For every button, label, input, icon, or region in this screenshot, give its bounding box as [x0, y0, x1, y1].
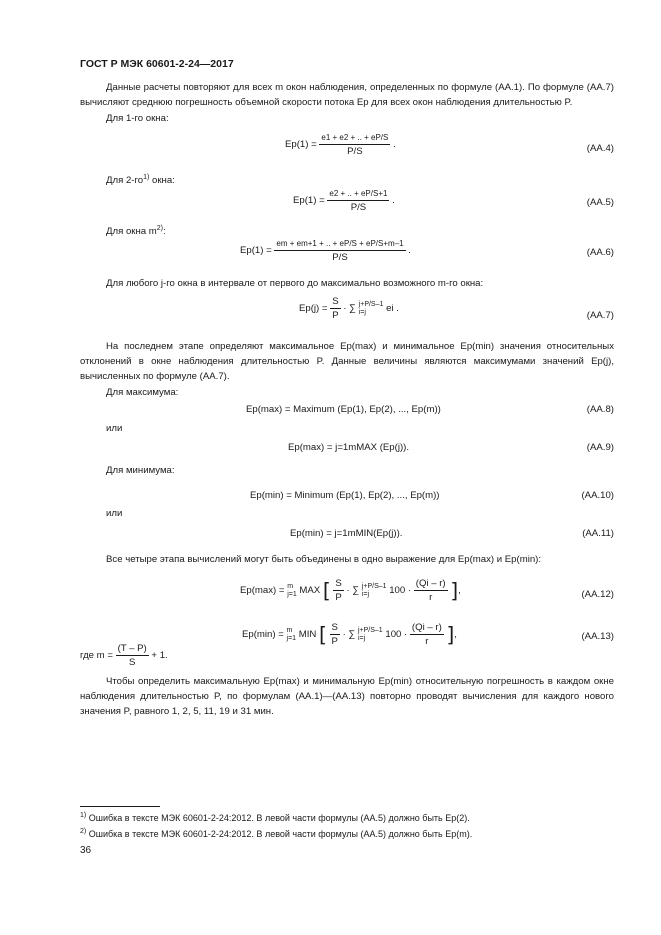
- fraction-numerator: (Qi – r): [415, 578, 446, 589]
- fraction: [410, 622, 444, 647]
- bracket-open: [: [322, 578, 331, 603]
- equation-number: (АА.4): [586, 143, 614, 154]
- eq-tail: ,: [458, 585, 461, 597]
- label-window-2: [80, 170, 614, 188]
- equation-number: (АА.10): [581, 490, 614, 501]
- fraction-numerator: S: [335, 578, 342, 589]
- fraction: [116, 643, 149, 668]
- sum-symbol: ∑: [348, 629, 356, 641]
- fraction-numerator: (Qi – r): [411, 622, 442, 633]
- constant-100: 100: [385, 629, 402, 641]
- page-header: ГОСТ Р МЭК 60601-2-24—2017: [80, 58, 234, 70]
- equation-aa11: Ep(min) = j=1mMIN(Ep(j)).: [290, 528, 403, 539]
- fraction-denominator: P: [331, 636, 338, 647]
- label-any-j: Для любого j-го окна в интервале от первого до максимально возможного m-го окна:: [106, 278, 484, 289]
- footnote-text: Ошибка в тексте МЭК 60601-2-24:2012. В левой части формулы (АА.5) должно быть Ep(m).: [88, 829, 473, 839]
- sum-symbol: ∑: [352, 585, 360, 597]
- fraction: [333, 578, 343, 603]
- eq-tail: ,: [454, 629, 457, 641]
- footnote-ref: 1): [143, 174, 150, 181]
- equation-aa8: Ep(max) = Maximum (Ep(1), Ep(2), ..., Ep(m)): [246, 404, 441, 415]
- eq-lhs: Ep(1) =: [285, 139, 320, 151]
- definition-m: [80, 643, 168, 668]
- sum-limits: [359, 301, 384, 317]
- fraction: [414, 578, 448, 603]
- fraction: [330, 622, 340, 647]
- eq-tail: .: [392, 195, 395, 207]
- dot-operator: ·: [346, 585, 350, 597]
- label-text: Для окна m: [106, 226, 157, 237]
- label-window-m: [80, 221, 614, 239]
- fraction-denominator: P/S: [347, 146, 363, 157]
- paragraph-all-four: Все четыре этапа вычислений могут быть объединены в одно выражение для Ep(max) и Ep(min):: [106, 554, 542, 565]
- eq-operator: MIN: [298, 629, 317, 641]
- equation-aa10: Ep(min) = Minimum (Ep(1), Ep(2), ..., Ep(m)): [250, 490, 440, 501]
- equation-aa5: [293, 188, 395, 213]
- fraction-numerator: S: [331, 622, 338, 633]
- fraction: [330, 296, 340, 321]
- sum-symbol: ∑: [349, 303, 356, 315]
- dot-operator: ·: [404, 629, 408, 641]
- op-limits: m j=1: [287, 582, 297, 598]
- equation-aa4: [285, 132, 396, 157]
- label-or: или: [106, 423, 123, 434]
- fraction-denominator: S: [128, 657, 136, 668]
- equation-number: (АА.11): [582, 528, 614, 539]
- eq-lhs: Ep(1) =: [240, 245, 275, 257]
- eq-lhs: Ep(max) =: [240, 585, 288, 597]
- op-limits: m j=1: [286, 626, 297, 642]
- paragraph-last-stage: На последнем этапе определяют максимальное Ep(max) и минимальное Ep(min) значения относительных отклонений в окне наблюдения длительностью P. Данные величины являются максимумами значений Ep(j), вычисленных по формуле (АА.7).: [80, 341, 614, 383]
- eq-operator: MAX: [299, 585, 321, 597]
- where-text: где m =: [80, 650, 116, 662]
- eq-lhs: Ep(min) =: [242, 629, 287, 641]
- label-text: Для 2-го: [106, 175, 144, 186]
- dot-operator: ·: [407, 585, 412, 597]
- fraction: [327, 188, 389, 213]
- equation-number: (АА.13): [581, 631, 614, 642]
- footnote-text: Ошибка в тексте МЭК 60601-2-24:2012. В левой части формулы (АА.5) должно быть Ep(2).: [88, 813, 470, 823]
- constant-100: 100: [389, 585, 406, 597]
- eq-tail: .: [408, 245, 411, 257]
- fraction-numerator: e1 + e2 + .. + eP/S: [319, 132, 390, 145]
- sum-limits: j+P/S–1 i=j: [357, 626, 383, 642]
- sum-lower: i=j: [358, 308, 366, 316]
- fraction-denominator: r: [429, 592, 433, 603]
- sum-limits: j+P/S–1 i=j: [361, 582, 387, 598]
- footnote-1: [80, 812, 470, 823]
- equation-aa13: [242, 622, 457, 647]
- page-number: 36: [80, 845, 92, 856]
- equation-number: (АА.8): [586, 404, 614, 415]
- eq-lhs: Ep(j) =: [299, 303, 331, 315]
- paragraph-final: Чтобы определить максимальную Ep(max) и минимальную Ep(min) относительную погрешность в каждом окне наблюдения длительностью P, по формулам (АА.1)—(АА.13) повторно проводят вычисления для каждого нового значения P, равного 1, 2, 5, 11, 19 и 31 мин.: [80, 676, 614, 718]
- fraction: [319, 132, 390, 157]
- label-text: :: [163, 226, 166, 237]
- equation-aa6: [240, 238, 411, 263]
- eq-tail: .: [393, 139, 396, 151]
- label-or: или: [106, 508, 123, 519]
- equation-aa7: [299, 296, 399, 321]
- footnote-mark: 2): [80, 828, 87, 835]
- paragraph-intro: Данные расчеты повторяют для всех m окон наблюдения, определенных по формуле (АА.1). По формуле (АА.7) вычисляют среднюю погрешность объемной скорости потока Ep для всех окон наблюдения длительностью P.: [80, 82, 614, 109]
- equation-number: (АА.12): [581, 589, 614, 600]
- where-tail: + 1.: [151, 650, 168, 662]
- bracket-close: ]: [450, 578, 459, 603]
- fraction-denominator: P/S: [332, 252, 348, 263]
- bracket-close: ]: [446, 622, 455, 647]
- equation-number: (АА.9): [586, 442, 614, 453]
- eq-lhs: Ep(1) =: [293, 195, 328, 207]
- footnote-2: [80, 828, 472, 839]
- label-window-1: Для 1-го окна:: [106, 113, 169, 124]
- footnote-divider: [80, 806, 160, 807]
- fraction-numerator: em + em+1 + .. + eP/S + eP/S+m–1: [274, 238, 405, 251]
- fraction-numerator: S: [332, 296, 339, 307]
- fraction-numerator: e2 + .. + eP/S+1: [327, 188, 389, 201]
- label-for-max: Для максимума:: [106, 387, 179, 398]
- sum-upper: j+P/S–1: [358, 300, 384, 308]
- label-for-min: Для минимума:: [106, 465, 175, 476]
- equation-aa12: [240, 578, 461, 603]
- footnote-mark: 1): [80, 812, 87, 819]
- footnote-ref: 2): [156, 225, 164, 232]
- fraction-denominator: P: [335, 592, 342, 603]
- fraction-numerator: (T – P): [117, 643, 147, 654]
- dot-operator: ·: [342, 629, 346, 641]
- fraction-denominator: P/S: [350, 202, 367, 213]
- fraction-denominator: P: [332, 310, 339, 321]
- label-text: окна:: [149, 175, 175, 186]
- bracket-open: [: [319, 622, 327, 647]
- sum-body: ei: [386, 303, 394, 315]
- equation-number: (АА.7): [586, 310, 614, 321]
- dot-operator: ·: [343, 303, 347, 315]
- eq-tail: .: [396, 303, 399, 315]
- equation-number: (АА.6): [586, 247, 614, 258]
- equation-aa9: Ep(max) = j=1mMAX (Ep(j)).: [288, 442, 410, 453]
- fraction: [274, 238, 405, 263]
- equation-number: (АА.5): [586, 197, 614, 208]
- fraction-denominator: r: [425, 636, 429, 647]
